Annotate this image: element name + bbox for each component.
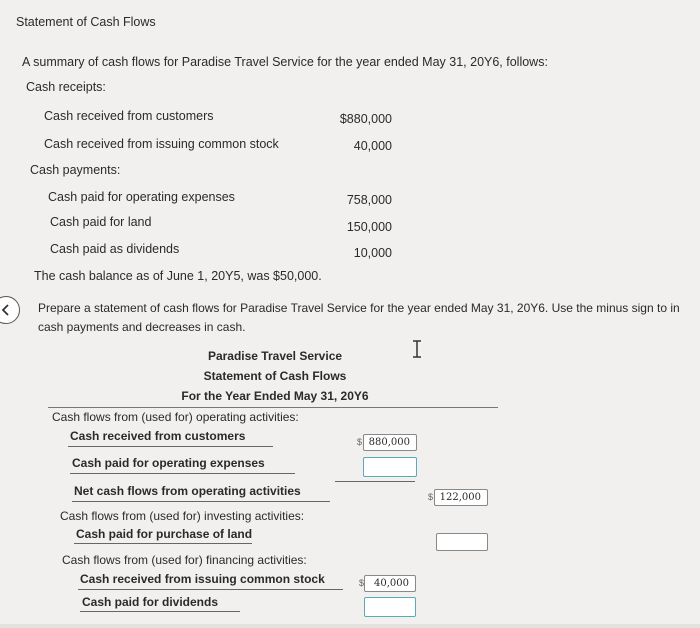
op-row2-label[interactable]: Cash paid for operating expenses (72, 456, 265, 470)
answer-underline (78, 589, 343, 590)
instruction-line2: cash payments and decreases in cash. (38, 320, 246, 334)
inv-total-input[interactable] (436, 533, 488, 551)
dollar-sign: $ (357, 437, 363, 447)
fin-row1-label[interactable]: Cash received from issuing common stock (80, 572, 325, 586)
financing-header: Cash flows from (used for) financing activities: (62, 553, 307, 567)
op-net-label[interactable]: Net cash flows from operating activities (74, 484, 301, 498)
chevron-left-icon (0, 304, 12, 316)
page-title: Statement of Cash Flows (16, 15, 156, 29)
answer-underline (80, 611, 240, 612)
dollar-sign: $ (428, 492, 434, 502)
receipt-label: Cash received from issuing common stock (44, 137, 279, 151)
payment-value: 150,000 (346, 220, 392, 234)
answer-underline (72, 501, 330, 502)
op-row2-input[interactable] (363, 457, 417, 477)
payment-label: Cash paid for operating expenses (48, 190, 235, 204)
fin-row1-input[interactable]: 40,000 (364, 575, 416, 592)
fin-row2-label[interactable]: Cash paid for dividends (82, 595, 219, 609)
cash-payments-label: Cash payments: (30, 163, 121, 177)
statement-title: Statement of Cash Flows (203, 369, 347, 383)
answer-underline (68, 446, 273, 447)
receipt-label: Cash received from customers (44, 109, 214, 123)
text-cursor-icon (410, 340, 424, 358)
back-button[interactable] (0, 296, 20, 324)
payment-value: 758,000 (346, 193, 392, 207)
inv-row1-label[interactable]: Cash paid for purchase of land (76, 527, 253, 541)
answer-underline (70, 473, 295, 474)
investing-header: Cash flows from (used for) investing activities: (60, 509, 305, 523)
receipt-value: 40,000 (353, 139, 392, 153)
fin-row2-input[interactable] (364, 597, 416, 617)
op-row1-input[interactable]: 880,000 (363, 434, 417, 451)
payment-label: Cash paid as dividends (50, 242, 180, 256)
problem-intro: A summary of cash flows for Paradise Travel Service for the year ended May 31, 20Y6, follows: (22, 55, 548, 69)
balance-note: The cash balance as of June 1, 20Y5, was $50,000. (34, 269, 322, 283)
answer-underline (74, 543, 252, 544)
bottom-edge (0, 624, 700, 628)
subtotal-rule (335, 481, 415, 482)
heading-divider (48, 407, 498, 408)
statement-company: Paradise Travel Service (207, 349, 343, 363)
operating-header: Cash flows from (used for) operating activities: (52, 410, 299, 424)
payment-value: 10,000 (353, 246, 392, 260)
instruction-line1: Prepare a statement of cash flows for Paradise Travel Service for the year ended May 31, 20Y6. Use the minus sign to in (38, 301, 680, 315)
cash-receipts-label: Cash receipts: (26, 80, 106, 94)
payment-label: Cash paid for land (50, 215, 152, 229)
op-row1-label[interactable]: Cash received from customers (70, 429, 246, 443)
op-net-input[interactable]: 122,000 (434, 489, 488, 506)
receipt-value: $880,000 (339, 112, 392, 126)
statement-period: For the Year Ended May 31, 20Y6 (181, 389, 369, 403)
dollar-sign: $ (359, 578, 365, 588)
